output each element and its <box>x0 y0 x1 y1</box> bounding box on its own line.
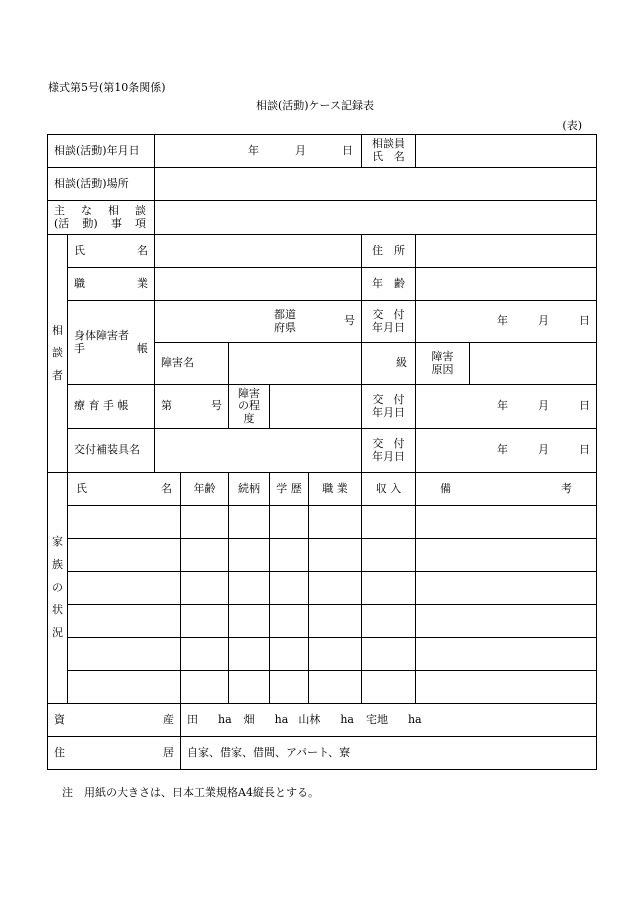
family-income-header: 収 入 <box>362 473 416 506</box>
assets-upland-unit: ha <box>274 712 289 726</box>
consultee-char-1: 相 <box>52 323 63 337</box>
assets-forest-label: 山林 <box>298 712 321 726</box>
family-name-header <box>68 473 181 506</box>
case-record-form <box>47 134 597 770</box>
topic-char-3: 相 <box>108 203 119 217</box>
family-cell-age[interactable] <box>181 671 229 704</box>
ryoiku-issue-month: 月 <box>538 399 550 413</box>
consultee-name-label <box>68 235 155 268</box>
assets-label-b: 産 <box>163 712 174 726</box>
handbook-issue-date-field[interactable] <box>416 301 597 343</box>
degree-field[interactable] <box>270 385 362 429</box>
handbook-issue-a: 交 <box>372 307 384 321</box>
family-cell-relation[interactable] <box>229 605 270 638</box>
staff-label-line1: 相談員 <box>372 137 406 151</box>
date-row <box>48 135 597 168</box>
family-cell-income[interactable] <box>362 506 416 539</box>
family-cell-income[interactable] <box>362 539 416 572</box>
family-cell-income[interactable] <box>362 572 416 605</box>
cause-label <box>416 343 470 385</box>
ryoiku-issue-date-field[interactable] <box>416 385 597 429</box>
family-cell-name[interactable] <box>68 638 181 671</box>
family-cell-relation[interactable] <box>229 572 270 605</box>
handbook-line1: 身体障害者 <box>74 328 129 342</box>
assets-row <box>48 704 597 737</box>
assets-residential-unit: ha <box>407 712 422 726</box>
consultee-name-a: 氏 <box>74 243 85 257</box>
topic-char-7: 事 <box>110 216 122 230</box>
occupation-field[interactable] <box>155 268 362 301</box>
equipment-issue-day: 日 <box>579 443 591 457</box>
family-cell-notes[interactable] <box>416 506 597 539</box>
family-cell-age[interactable] <box>181 572 229 605</box>
cause-line1: 障害 <box>431 349 454 363</box>
family-cell-relation[interactable] <box>229 671 270 704</box>
topic-char-5: (活 <box>54 216 70 230</box>
disability-name-label: 障害名 <box>155 343 229 385</box>
family-cell-notes[interactable] <box>416 638 597 671</box>
front-side-mark: (表) <box>562 119 582 132</box>
prefecture-number-unit: 号 <box>344 314 356 328</box>
prefecture-field[interactable] <box>155 301 362 343</box>
address-field[interactable] <box>416 235 597 268</box>
family-header-row <box>48 473 597 506</box>
assets-field[interactable] <box>181 704 597 737</box>
consultee-vertical-label <box>48 235 68 473</box>
family-notes-a: 備 <box>440 481 452 495</box>
family-cell-education[interactable] <box>270 605 309 638</box>
table-row <box>48 605 597 638</box>
handbook-row-1 <box>48 301 597 343</box>
assets-upland-label: 畑 <box>243 712 255 726</box>
family-cell-age[interactable] <box>181 506 229 539</box>
ryoiku-issue-day: 日 <box>579 399 591 413</box>
family-char-1: 家 <box>52 535 63 549</box>
equipment-issue-line2: 年月日 <box>372 449 406 463</box>
cause-line2: 原因 <box>431 362 454 376</box>
place-row <box>48 168 597 201</box>
assets-field-unit: ha <box>218 712 232 726</box>
family-cell-relation[interactable] <box>229 506 270 539</box>
ryoiku-issue-a: 交 <box>372 392 384 406</box>
family-char-5: 況 <box>52 625 63 639</box>
family-occupation-header: 職 業 <box>309 473 362 506</box>
family-cell-education[interactable] <box>270 671 309 704</box>
assets-residential-label: 宅地 <box>365 712 388 726</box>
equipment-issue-year: 年 <box>497 443 509 457</box>
place-label: 相談(活動)場所 <box>48 168 155 201</box>
equipment-field[interactable] <box>155 429 362 473</box>
family-cell-name[interactable] <box>68 671 181 704</box>
family-cell-education[interactable] <box>270 539 309 572</box>
equipment-issue-label <box>362 429 416 473</box>
degree-line3: 度 <box>243 411 255 425</box>
topic-char-2: な <box>81 203 92 217</box>
family-char-4: 状 <box>52 603 63 617</box>
family-cell-age[interactable] <box>181 638 229 671</box>
family-cell-occupation[interactable] <box>309 671 362 704</box>
equipment-issue-b: 付 <box>393 436 405 450</box>
topic-char-8: 項 <box>134 216 146 230</box>
handbook-issue-month: 月 <box>538 314 550 328</box>
family-cell-notes[interactable] <box>416 671 597 704</box>
handbook-line2-b: 帳 <box>137 341 148 355</box>
staff-label-name-a: 氏 <box>372 150 384 163</box>
residence-label-a: 住 <box>54 745 65 759</box>
ryoiku-go: 号 <box>211 399 222 413</box>
table-row <box>48 671 597 704</box>
staff-label <box>362 135 416 168</box>
family-name-b: 名 <box>161 481 172 495</box>
handbook-issue-b: 付 <box>393 307 405 321</box>
family-cell-age[interactable] <box>181 539 229 572</box>
family-char-2: 族 <box>52 558 63 572</box>
form-number: 様式第5号(第10条関係) <box>48 81 166 94</box>
residence-options[interactable]: 自家、借家、借間、アパート、寮 <box>181 737 597 770</box>
family-cell-occupation[interactable] <box>309 605 362 638</box>
equipment-issue-a: 交 <box>372 436 384 450</box>
degree-label <box>229 385 270 429</box>
equipment-issue-date-field[interactable] <box>416 429 597 473</box>
family-relation-header: 続柄 <box>229 473 270 506</box>
cause-field[interactable] <box>470 343 597 385</box>
consultee-occupation-row <box>48 268 597 301</box>
family-cell-education[interactable] <box>270 572 309 605</box>
family-notes-b: 考 <box>561 481 573 495</box>
residence-label <box>48 737 181 770</box>
consultee-char-3: 者 <box>52 368 63 382</box>
topic-row <box>48 201 597 235</box>
ryoiku-issue-b: 付 <box>393 392 405 406</box>
ryoiku-dai: 第 <box>161 399 172 413</box>
family-cell-notes[interactable] <box>416 572 597 605</box>
family-cell-income[interactable] <box>362 638 416 671</box>
age-field[interactable] <box>416 268 597 301</box>
age-a: 年 <box>372 276 384 290</box>
family-cell-income[interactable] <box>362 605 416 638</box>
address-label <box>362 235 416 268</box>
ryoiku-issue-label <box>362 385 416 429</box>
assets-field-label: 田 <box>187 712 198 726</box>
topic-char-1: 主 <box>54 203 65 217</box>
handbook-issue-label <box>362 301 416 343</box>
family-cell-education[interactable] <box>270 506 309 539</box>
handbook-issue-year: 年 <box>497 314 509 328</box>
staff-label-name-b: 名 <box>393 150 405 163</box>
family-vertical-label <box>48 473 68 704</box>
date-day-unit: 日 <box>342 143 354 157</box>
family-cell-income[interactable] <box>362 671 416 704</box>
family-notes-header <box>416 473 597 506</box>
address-b: 所 <box>394 243 406 257</box>
consultee-char-2: 談 <box>52 346 63 360</box>
ryoiku-row <box>48 385 597 429</box>
occupation-label <box>68 268 155 301</box>
family-cell-age[interactable] <box>181 605 229 638</box>
family-cell-occupation[interactable] <box>309 506 362 539</box>
disability-name-field[interactable] <box>229 343 362 385</box>
footer-note: 注 用紙の大きさは、日本工業規格A4縦長とする。 <box>62 786 319 799</box>
residence-label-b: 居 <box>163 745 174 759</box>
table-row <box>48 506 597 539</box>
ryoiku-issue-line2: 年月日 <box>372 405 406 419</box>
family-age-header: 年齢 <box>181 473 229 506</box>
topic-char-6: 動) <box>82 216 98 230</box>
date-label: 相談(活動)年月日 <box>48 135 155 168</box>
page-title: 相談(活動)ケース記録表 <box>255 99 375 112</box>
equipment-label: 交付補装具名 <box>68 429 155 473</box>
assets-label-a: 資 <box>54 712 65 726</box>
family-cell-notes[interactable] <box>416 605 597 638</box>
family-char-3: の <box>52 580 63 594</box>
handbook-issue-day: 日 <box>579 314 591 328</box>
family-cell-name[interactable] <box>68 506 181 539</box>
consultee-name-b: 名 <box>137 243 148 257</box>
ryoiku-issue-year: 年 <box>497 399 509 413</box>
family-education-header: 学 歴 <box>270 473 309 506</box>
family-cell-occupation[interactable] <box>309 638 362 671</box>
family-cell-relation[interactable] <box>229 638 270 671</box>
topic-label <box>48 201 155 235</box>
equipment-row <box>48 429 597 473</box>
place-field[interactable] <box>155 168 597 201</box>
staff-field[interactable] <box>416 135 597 168</box>
occupation-b: 業 <box>137 276 148 290</box>
degree-line1: 障害 <box>238 386 260 400</box>
table-row <box>48 572 597 605</box>
assets-forest-unit: ha <box>340 712 354 726</box>
degree-line2: の程 <box>238 399 260 413</box>
family-cell-name[interactable] <box>68 572 181 605</box>
family-cell-education[interactable] <box>270 638 309 671</box>
handbook-label <box>68 301 155 385</box>
family-cell-notes[interactable] <box>416 539 597 572</box>
grade-label: 級 <box>362 343 416 385</box>
table-row <box>48 638 597 671</box>
handbook-line2-a: 手 <box>74 341 85 355</box>
residence-row <box>48 737 597 770</box>
address-a: 住 <box>372 243 384 257</box>
date-year-unit: 年 <box>248 143 260 157</box>
prefecture-line2: 府県 <box>274 320 297 334</box>
date-month-unit: 月 <box>295 143 307 157</box>
family-cell-name[interactable] <box>68 539 181 572</box>
family-cell-occupation[interactable] <box>309 572 362 605</box>
topic-field[interactable] <box>155 201 597 235</box>
occupation-a: 職 <box>74 276 85 290</box>
family-cell-relation[interactable] <box>229 539 270 572</box>
topic-char-4: 談 <box>135 203 146 217</box>
handbook-issue-line2: 年月日 <box>372 320 406 334</box>
date-field[interactable] <box>155 135 362 168</box>
family-cell-occupation[interactable] <box>309 539 362 572</box>
family-name-a: 氏 <box>76 481 87 495</box>
ryoiku-label: 療 育 手 帳 <box>68 385 155 429</box>
prefecture-line1: 都道 <box>274 307 297 321</box>
age-b: 齢 <box>394 276 406 290</box>
age-label <box>362 268 416 301</box>
consultee-name-row <box>48 235 597 268</box>
ryoiku-number-field[interactable] <box>155 385 229 429</box>
equipment-issue-month: 月 <box>538 443 550 457</box>
family-cell-name[interactable] <box>68 605 181 638</box>
consultee-name-field[interactable] <box>155 235 362 268</box>
table-row <box>48 539 597 572</box>
assets-label <box>48 704 181 737</box>
